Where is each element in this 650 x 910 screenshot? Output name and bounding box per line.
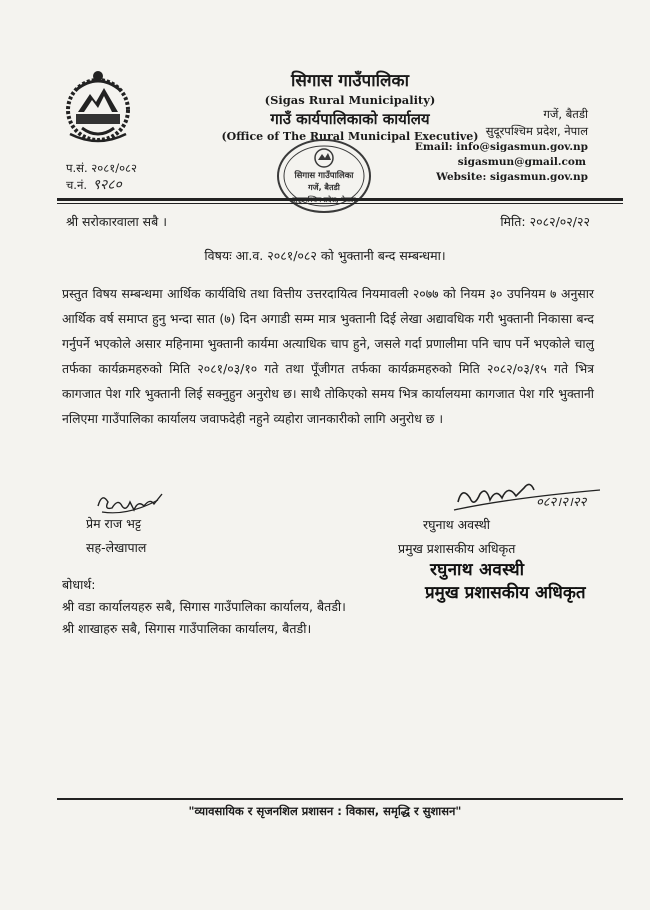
accountant-title: सह-लेखापाल xyxy=(86,540,147,555)
office-name-np: गाउँ कार्यपालिकाको कार्यालय xyxy=(270,110,430,128)
nepal-emblem-icon xyxy=(62,68,134,146)
header-rule-thick xyxy=(57,198,623,201)
cao-title: प्रमुख प्रशासकीय अधिकृत xyxy=(398,541,516,556)
dispatch-label: च.नं. xyxy=(66,178,87,192)
header-rule-thin xyxy=(57,203,623,204)
cc-item: श्री शाखाहरु सबै, सिगास गाउँपालिका कार्यालय, बैतडी। xyxy=(62,621,312,636)
accountant-name: प्रेम राज भट्ट xyxy=(86,516,142,531)
municipality-name-en: (Sigas Rural Municipality) xyxy=(264,93,436,107)
contact-block xyxy=(415,106,588,185)
office-seal-stamp xyxy=(275,136,373,216)
province-text: सुदूरपश्चिम प्रदेश, नेपाल xyxy=(485,124,588,138)
seal-text-top: सिगास गाउँपालिका xyxy=(294,171,354,181)
cc-item: श्री वडा कार्यालयहरु सबै, सिगास गाउँपालिका कार्यालय, बैतडी। xyxy=(62,599,346,614)
reference-number: प.सं. २०८१/०८२ xyxy=(66,161,138,175)
accountant-signature-icon xyxy=(92,488,168,518)
letter-date: मिति: २०८२/०२/२२ xyxy=(500,214,590,229)
cc-label: बोधार्थ: xyxy=(62,577,96,592)
letter-subject: विषयः आ.व. २०८१/०८२ को भुक्तानी बन्द सम्बन्धमा। xyxy=(204,248,446,263)
location-text: गजें, बैतडी xyxy=(543,107,588,121)
municipality-name-np: सिगास गाउँपालिका xyxy=(290,71,410,91)
dispatch-number: ९२८० xyxy=(92,177,122,193)
cao-name: रघुनाथ अवस्थी xyxy=(423,517,490,532)
letter-body: प्रस्तुत विषय सम्बन्धमा आर्थिक कार्यविधि तथा वित्तीय उत्तरदायित्व नियमावली २०७७ को नियम ३० उपनियम ७ अनुसार आर्थिक वर्ष समाप्त हुनु भन्दा सात (७) दिन अगाडी सम्म मात्र भुक्तानी दिई लेखा अद्यावधिक गरी भुक्तानी निकासा बन्द गर्नुपर्ने भएकोले असार महिनामा भुक्तानी कार्यमा अत्याधिक चाप हुने, जसले गर्दा प्रणालीमा पनि चाप पर्ने भएकोले चालु तर्फका कार्यक्रमहरुको मिति २०८१/०३/१० गते तथा पूँजीगत तर्फका कार्यक्रमहरुको मिति २०८२/०३/१५ गते भित्र कागजात पेश गरि भुक्तानी लिई सक्नुहुन अनुरोध छ। साथै तोकिएको समय भित्र कार्यालयमा कागजात पेश गरि भुक्तानी नलिएमा गाउँपालिका कार्यालय जवाफदेही नहुने व्यहोरा जानकारीको लागि अनुरोध छ । xyxy=(62,286,594,426)
office-name-en: (Office of The Rural Municipal Executive) xyxy=(221,130,479,143)
reference-block xyxy=(66,160,137,194)
seal-text-mid: गजें, बैतडी xyxy=(308,183,340,192)
dispatch-number-row xyxy=(66,177,137,194)
cao-stamp-title: प्रमुख प्रशासकीय अधिकृत xyxy=(425,583,586,603)
email-alt-text: sigasmun@gmail.com xyxy=(457,156,586,168)
footer-slogan: "व्यावसायिक र सृजनशिल प्रशासन : विकास, समृद्धि र सुशासन" xyxy=(188,804,462,818)
website-text: Website: sigasmun.gov.np xyxy=(436,171,588,183)
footer-rule xyxy=(57,798,623,800)
addressee: श्री सरोकारवाला सबै । xyxy=(66,214,167,229)
cao-stamp-name: रघुनाथ अवस्थी xyxy=(430,560,525,580)
email-text: Email: info@sigasmun.gov.np xyxy=(414,141,588,153)
signature-date: ०८२।२।२२ xyxy=(536,495,587,510)
